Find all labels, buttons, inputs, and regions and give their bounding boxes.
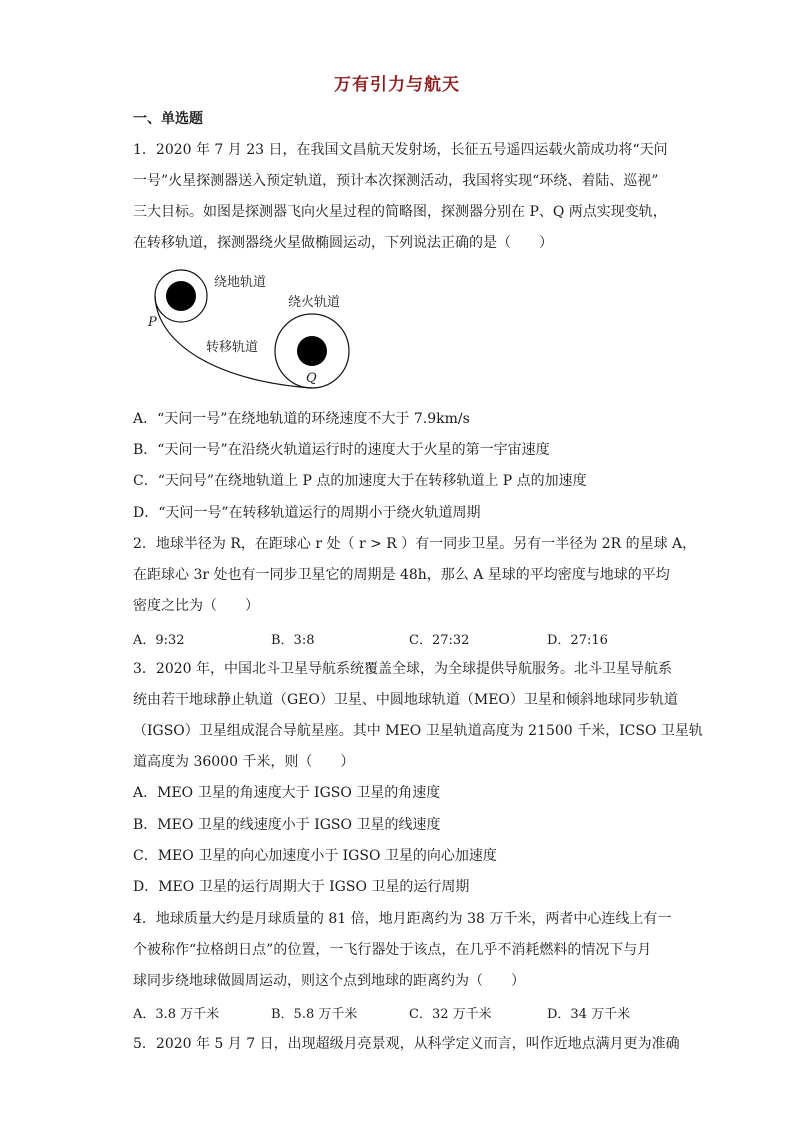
q1-option-b: B．“天问一号”在沿绕火轨道运行时的速度大于火星的第一宇宙速度: [133, 442, 550, 458]
q1-option-c: C．“天问号”在绕地轨道上 P 点的加速度大于在转移轨道上 P 点的加速度: [133, 473, 587, 489]
q4-option-a: A．3.8 万千米: [133, 1007, 220, 1022]
q1-line-4: 在转移轨道，探测器绕火星做椭圆运动，下列说法正确的是（ ）: [133, 235, 553, 251]
q3-option-d: D．MEO 卫星的运行周期大于 IGSO 卫星的运行周期: [133, 879, 470, 895]
q1-option-a: A．“天问一号”在绕地轨道的环绕速度不大于 7.9km/s: [133, 411, 470, 427]
q2-option-b: B．3:8: [271, 633, 315, 648]
q1-line-3: 三大目标。如图是探测器飞向火星过程的简略图，探测器分别在 P、Q 两点实现变轨，: [133, 204, 667, 220]
q1-option-d: D．“天问一号”在转移轨道运行的周期小于绕火轨道周期: [133, 505, 481, 521]
q3-option-a: A．MEO 卫星的角速度大于 IGSO 卫星的角速度: [133, 785, 441, 801]
q4-line-3: 球同步绕地球做圆周运动，则这个点到地球的距离约为（ ）: [133, 973, 525, 989]
q2-option-c: C．27:32: [409, 633, 470, 648]
q2-line-1: 2．地球半径为 R，在距球心 r 处（ r > R ）有一同步卫星。另有一半径为 2R 的星球 A，: [133, 536, 697, 552]
earth-body: [166, 281, 196, 311]
q2-option-d: D．27:16: [547, 633, 608, 648]
q4-line-1: 4．地球质量大约是月球质量的 81 倍，地月距离约为 38 万千米，两者中心连线上有一: [133, 911, 672, 927]
q3-line-4: 道高度为 36000 千米，则（ ）: [133, 754, 355, 770]
mars-orbit-label: 绕火轨道: [288, 295, 341, 310]
q2-options: [133, 629, 685, 648]
q4-line-2: 个被称作“拉格朗日点”的位置，一飞行器处于该点，在几乎不消耗燃料的情况下与月: [133, 942, 652, 958]
q2-line-3: 密度之比为（ ）: [133, 598, 259, 614]
mars-body: [297, 336, 327, 366]
q4-option-b: B．5.8 万千米: [271, 1007, 358, 1022]
q3-line-2: 统由若干地球静止轨道（GEO）卫星、中圆地球轨道（MEO）卫星和倾斜地球同步轨道: [133, 692, 678, 708]
q1-line-1: 1．2020 年 7 月 23 日，在我国文昌航天发射场，长征五号遥四运载火箭成功将“天问: [133, 142, 668, 158]
section-heading: 一、单选题: [133, 111, 203, 127]
earth-orbit-label: 绕地轨道: [214, 275, 267, 290]
q5-line-1: 5．2020 年 5 月 7 日，出现超级月亮景观，从科学定义而言，叫作近地点满月更为准确: [133, 1036, 680, 1052]
q4-options: [133, 1003, 685, 1022]
page-title: 万有引力与航天: [334, 75, 460, 95]
q1-line-2: 一号”火星探测器送入预定轨道，预计本次探测活动，我国将实现“环绕、着陆、巡视”: [133, 173, 659, 189]
point-p-label: P: [148, 315, 157, 330]
q2-option-a: A．9:32: [133, 633, 185, 648]
orbit-diagram: [143, 262, 363, 392]
q3-line-3: （IGSO）卫星组成混合导航星座。其中 MEO 卫星轨道高度为 21500 千米，ICSO 卫星轨: [133, 723, 703, 739]
q3-line-1: 3．2020 年，中国北斗卫星导航系统覆盖全球，为全球提供导航服务。北斗卫星导航系: [133, 661, 672, 677]
q4-option-d: D．34 万千米: [547, 1007, 631, 1022]
q3-option-c: C．MEO 卫星的向心加速度小于 IGSO 卫星的向心加速度: [133, 848, 497, 864]
q4-option-c: C．32 万千米: [409, 1007, 492, 1022]
point-q-label: Q: [306, 371, 317, 386]
q3-option-b: B．MEO 卫星的线速度小于 IGSO 卫星的线速度: [133, 817, 441, 833]
q2-line-2: 在距球心 3r 处也有一同步卫星它的周期是 48h，那么 A 星球的平均密度与地球的平均: [133, 567, 670, 583]
transfer-orbit-label: 转移轨道: [206, 340, 259, 355]
